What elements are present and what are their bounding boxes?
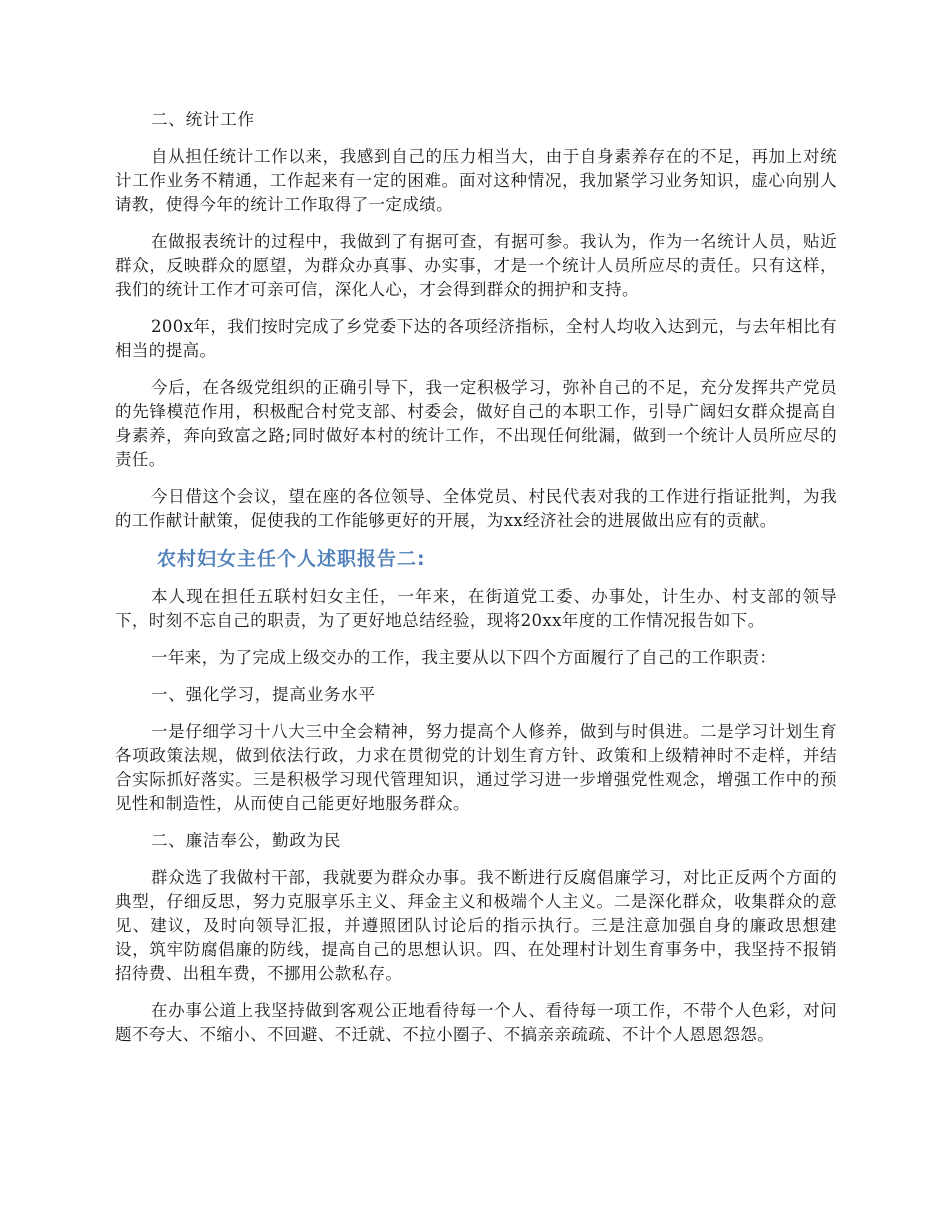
- paragraph: 今后，在各级党组织的正确引导下，我一定积极学习，弥补自己的不足，充分发挥共产党员的先锋模范作用，积极配合村党支部、村委会，做好自己的本职工作，引导广阔妇女群众提高自身素养，奔向致富之路;同时做好本村的统计工作，不出现任何纰漏，做到一个统计人员所应尽的责任。: [115, 378, 837, 469]
- paragraph: 一是仔细学习十八大三中全会精神，努力提高个人修养，做到与时俱进。二是学习计划生育各项政策法规，做到依法行政，力求在贯彻党的计划生育方针、政策和上级精神时不走样，并结合实际抓好落实。三是积极学习现代管理知识，通过学习进一步增强党性观念，增强工作中的预见性和制造性，从而使自己能更好地服务群众。: [115, 722, 837, 813]
- paragraph: 200x年，我们按时完成了乡党委下达的各项经济指标，全村人均收入达到元，与去年相比有相当的提高。: [115, 317, 837, 360]
- paragraph: 在做报表统计的过程中，我做到了有据可查，有据可参。我认为，作为一名统计人员，贴近群众，反映群众的愿望，为群众办真事、办实事，才是一个统计人员所应尽的责任。只有这样，我们的统计工作才可亲可信，深化人心，才会得到群众的拥护和支持。: [115, 232, 837, 299]
- section-subheading-integrity: 二、廉洁奉公，勤政为民: [151, 831, 342, 850]
- section-subheading-statistics: 二、统计工作: [151, 110, 255, 129]
- paragraph: 一年来，为了完成上级交办的工作，我主要从以下四个方面履行了自己的工作职责：: [151, 648, 777, 667]
- section-subheading-study: 一、强化学习，提高业务水平: [151, 685, 376, 704]
- paragraph: 今日借这个会议，望在座的各位领导、全体党员、村民代表对我的工作进行指证批判，为我的工作献计献策，促使我的工作能够更好的开展，为xx经济社会的进展做出应有的贡献。: [115, 487, 837, 530]
- paragraph: 本人现在担任五联村妇女主任，一年来，在街道党工委、办事处，计生办、村支部的领导下，时刻不忘自己的职责，为了更好地总结经验，现将20xx年度的工作情况报告如下。: [115, 587, 837, 630]
- paragraph: 自从担任统计工作以来，我感到自己的压力相当大，由于自身素养存在的不足，再加上对统计工作业务不精通，工作起来有一定的困难。面对这种情况，我加紧学习业务知识，虚心向别人请教，使得今年的统计工作取得了一定成绩。: [115, 147, 837, 214]
- paragraph: 在办事公道上我坚持做到客观公正地看待每一个人、看待每一项工作，不带个人色彩，对问题不夸大、不缩小、不回避、不迁就、不拉小圈子、不搞亲亲疏疏、不计个人恩恩怨怨。: [115, 1001, 837, 1044]
- document-page: [115, 108, 837, 1060]
- paragraph: 群众选了我做村干部，我就要为群众办事。我不断进行反腐倡廉学习，对比正反两个方面的典型，仔细反思，努力克服享乐主义、拜金主义和极端个人主义。二是深化群众，收集群众的意见、建议，及时向领导汇报，并遵照团队讨论后的指示执行。三是注意加强自身的廉政思想建设，筑牢防腐倡廉的防线，提高自己的思想认识。四、在处理村计划生育事务中，我坚持不报销招待费、出租车费，不挪用公款私存。: [115, 868, 837, 983]
- report-title: 农村妇女主任个人述职报告二:: [157, 548, 426, 570]
